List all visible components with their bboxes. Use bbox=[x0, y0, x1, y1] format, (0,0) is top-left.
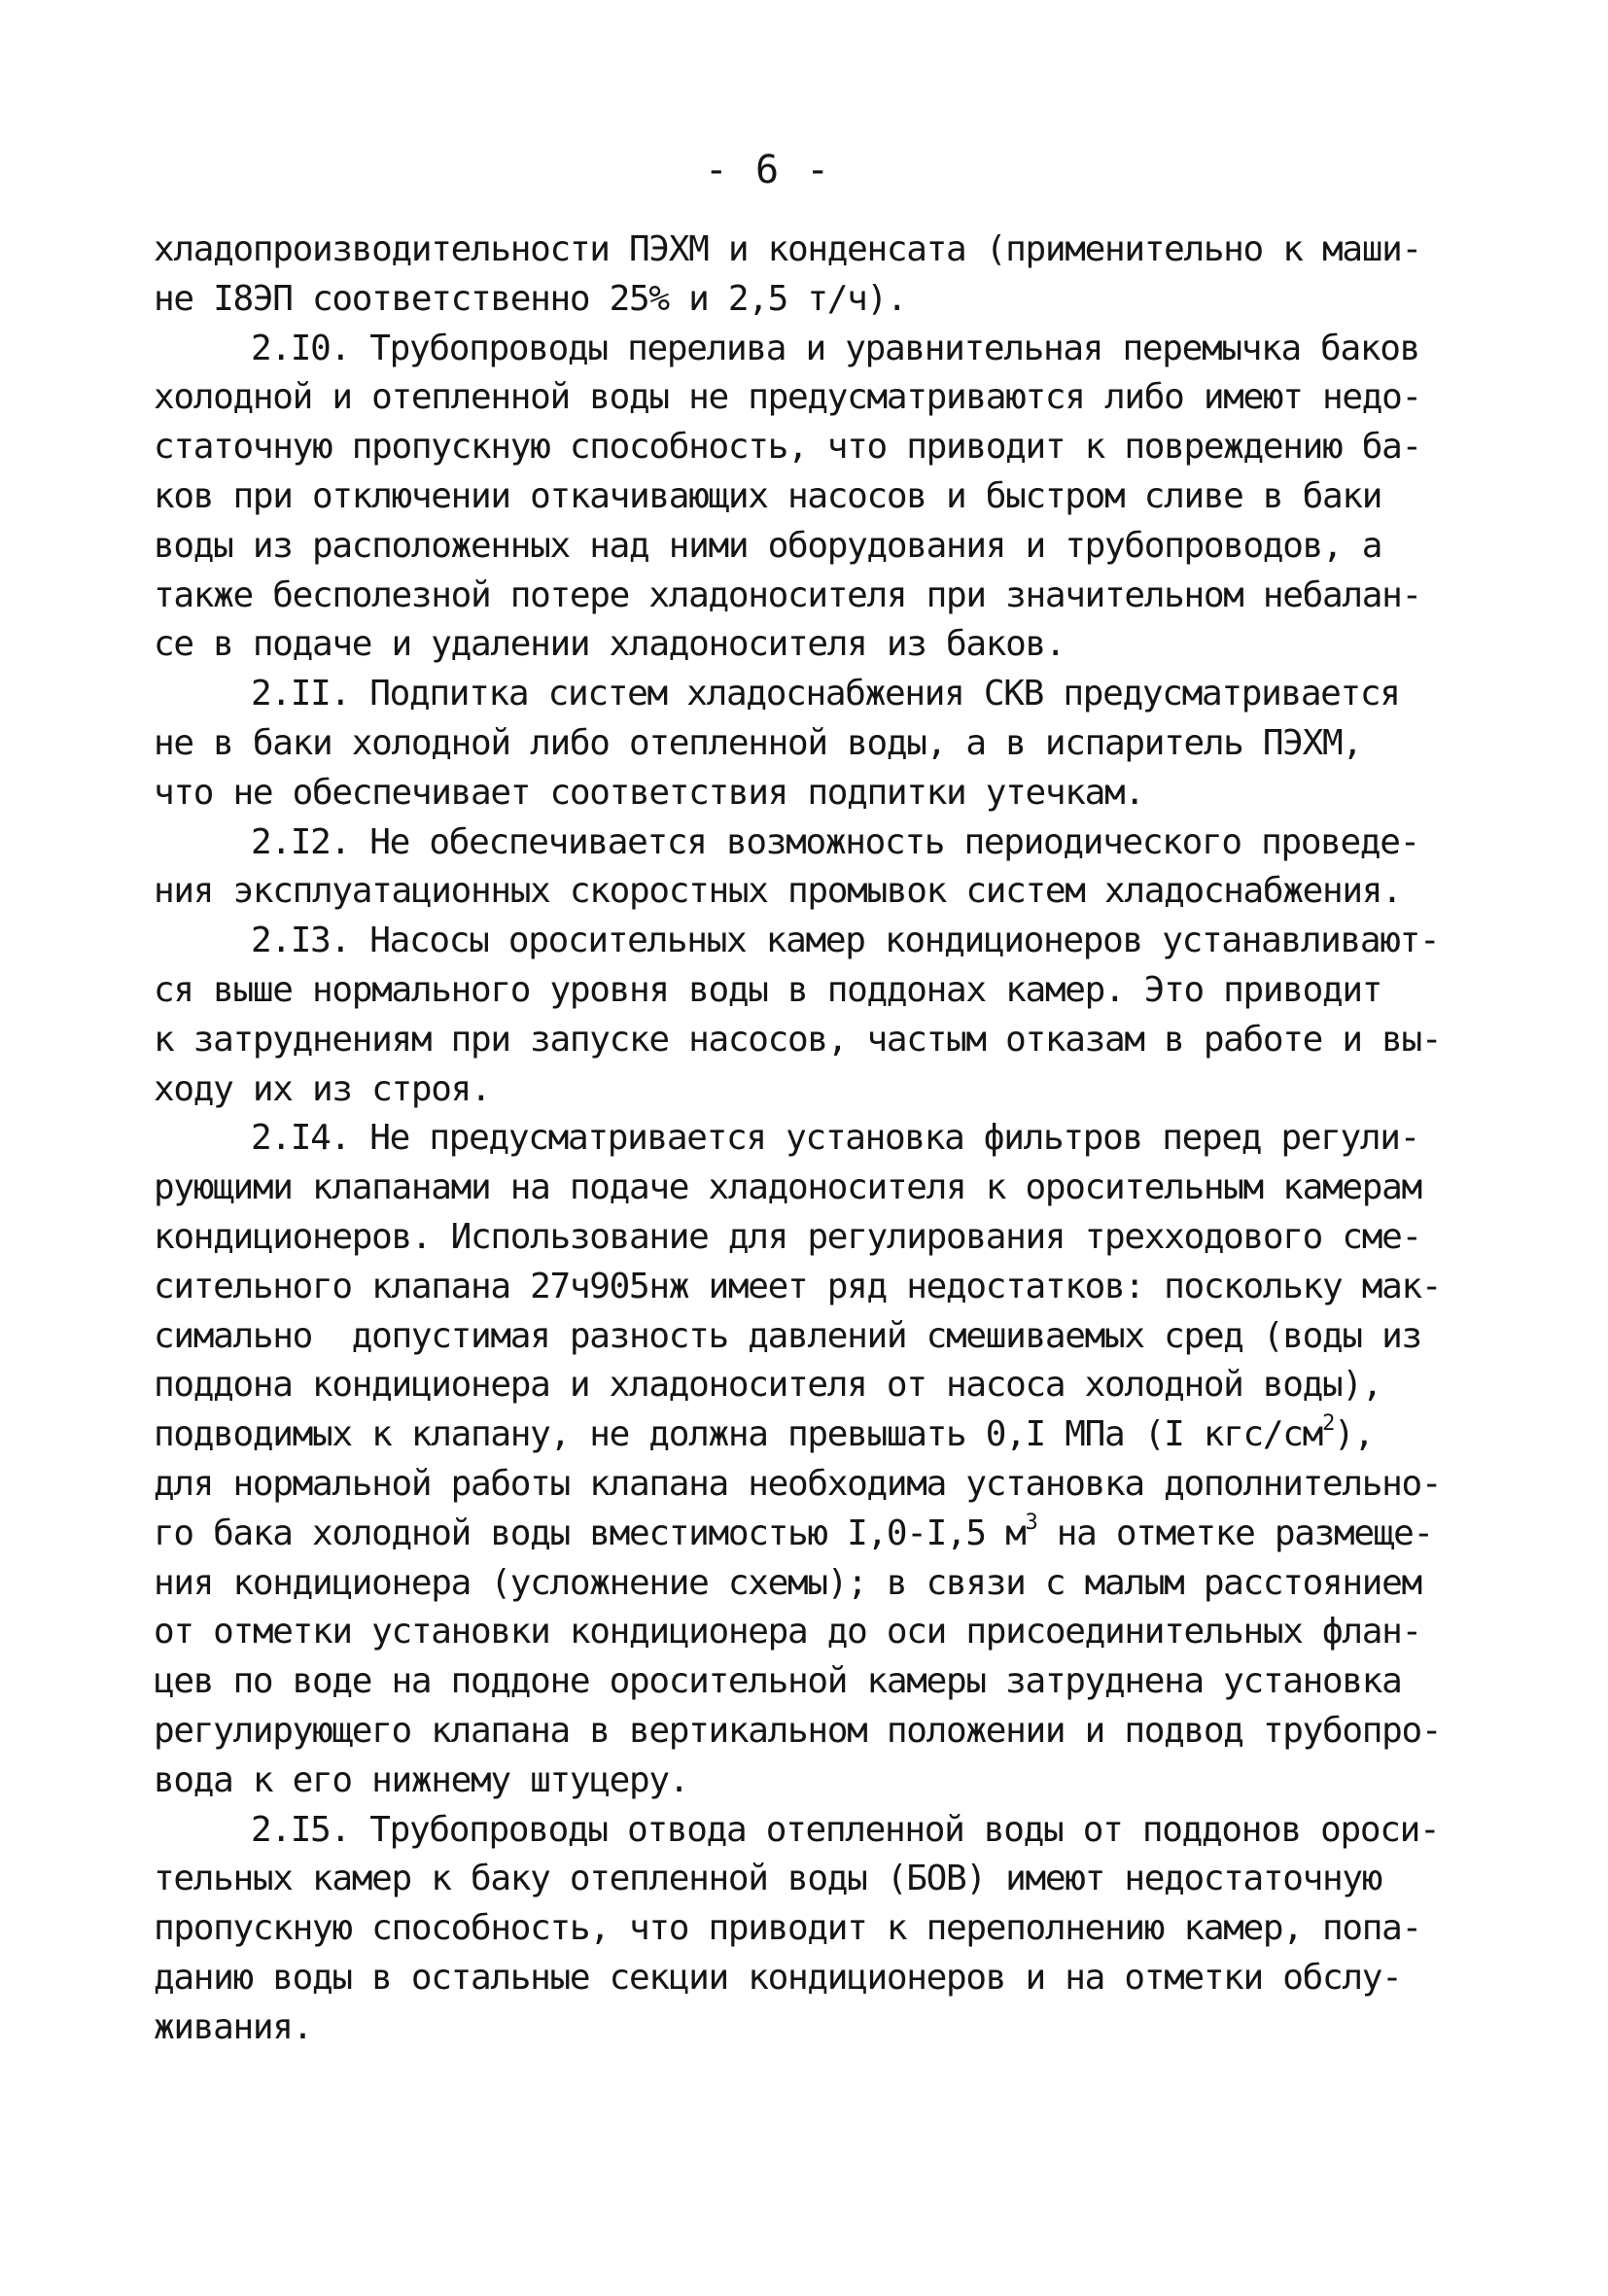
paragraph-2-10-start: 2.I0. Трубопроводы перелива и уравнительная перемычка баков bbox=[251, 328, 1420, 368]
text-line: хладопроизводительности ПЭХМ и конденсата (применительно к маши- bbox=[154, 229, 1421, 269]
paragraph-2-12-start: 2.I2. Не обеспечивается возможность периодического проведе- bbox=[251, 821, 1420, 862]
text-line: се в подаче и удалении хладоносителя из баков. bbox=[154, 624, 1066, 665]
text-line: регулирующего клапана в вертикальном положении и подвод трубопро- bbox=[154, 1710, 1442, 1751]
paragraph-2-13-start: 2.I3. Насосы оросительных камер кондиционеров устанавливают- bbox=[251, 921, 1440, 961]
text-line: вода к его нижнему штуцеру. bbox=[154, 1759, 689, 1800]
text-line: ков при отключении откачивающих насосов и быстром сливе в баки bbox=[154, 475, 1382, 516]
text-line: от отметки установки кондиционера до оси присоединительных флан- bbox=[154, 1612, 1421, 1652]
line-text-end: ), bbox=[1334, 1414, 1374, 1455]
text-line: сительного клапана 27ч905нж имеет ряд недостатков: поскольку мак- bbox=[154, 1266, 1442, 1306]
text-line: что не обеспечивает соответствия подпитки утечкам. bbox=[154, 772, 1144, 813]
text-line-with-superscript bbox=[154, 1510, 1515, 1559]
line-text-end: на отметке размеще- bbox=[1036, 1513, 1433, 1553]
text-line: воды из расположенных над ними оборудования и трубопроводов, а bbox=[154, 525, 1382, 566]
text-line: данию воды в остальные секции кондиционеров и на отметки обслу- bbox=[154, 1957, 1402, 1998]
text-line: симально допустимая разность давлений смешиваемых сред (воды из bbox=[154, 1315, 1421, 1356]
text-line: к затруднениям при запуске насосов, частым отказам в работе и вы- bbox=[154, 1019, 1442, 1060]
text-line: ся выше нормального уровня воды в поддонах камер. Это приводит bbox=[154, 969, 1382, 1010]
text-line: для нормальной работы клапана необходима установка дополнительно- bbox=[154, 1463, 1442, 1504]
paragraph-2-14-start: 2.I4. Не предусматривается установка фильтров перед регули- bbox=[251, 1118, 1420, 1159]
body-text bbox=[154, 226, 1515, 2052]
text-line: поддона кондиционера и хладоносителя от насоса холодной воды), bbox=[154, 1365, 1382, 1406]
text-line-with-superscript bbox=[154, 1410, 1515, 1460]
superscript: 2 bbox=[1322, 1411, 1335, 1437]
text-line: ния эксплуатационных скоростных промывок систем хладоснабжения. bbox=[154, 871, 1402, 912]
text-line: не в баки холодной либо отепленной воды, а в испаритель ПЭХМ, bbox=[154, 722, 1362, 763]
superscript: 3 bbox=[1025, 1510, 1037, 1535]
text-line: живания. bbox=[154, 2006, 312, 2047]
text-line: тельных камер к баку отепленной воды (БОВ) имеют недостаточную bbox=[154, 1859, 1382, 1899]
text-line: статочную пропускную способность, что приводит к повреждению ба- bbox=[154, 427, 1421, 468]
page-number: - 6 - bbox=[704, 148, 832, 192]
text-line: ния кондиционера (усложнение схемы); в связи с малым расстоянием bbox=[154, 1562, 1421, 1603]
text-line: кондиционеров. Использование для регулирования трехходового сме- bbox=[154, 1216, 1421, 1257]
line-text: го бака холодной воды вместимостью I,0-I,5 м bbox=[154, 1513, 1026, 1553]
text-line: холодной и отепленной воды не предусматриваются либо имеют недо- bbox=[154, 377, 1421, 418]
text-line: цев по воде на поддоне оросительной камеры затруднена установка bbox=[154, 1661, 1402, 1702]
line-text: подводимых к клапану, не должна превышать 0,I МПа (I кгс/см bbox=[154, 1414, 1323, 1455]
paragraph-2-11-start: 2.II. Подпитка систем хладоснабжения СКВ предусматривается bbox=[251, 674, 1400, 714]
paragraph-2-15-start: 2.I5. Трубопроводы отвода отепленной воды от поддонов ороси- bbox=[251, 1809, 1440, 1850]
text-line: ходу их из строя. bbox=[154, 1068, 491, 1109]
text-line: рующими клапанами на подаче хладоносителя к оросительным камерам bbox=[154, 1167, 1421, 1208]
text-line: также бесполезной потере хладоносителя при значительном небалан- bbox=[154, 574, 1421, 615]
text-line: пропускную способность, что приводит к переполнению камер, попа- bbox=[154, 1908, 1421, 1949]
text-line: не I8ЭП соответственно 25% и 2,5 т/ч). bbox=[154, 278, 907, 319]
